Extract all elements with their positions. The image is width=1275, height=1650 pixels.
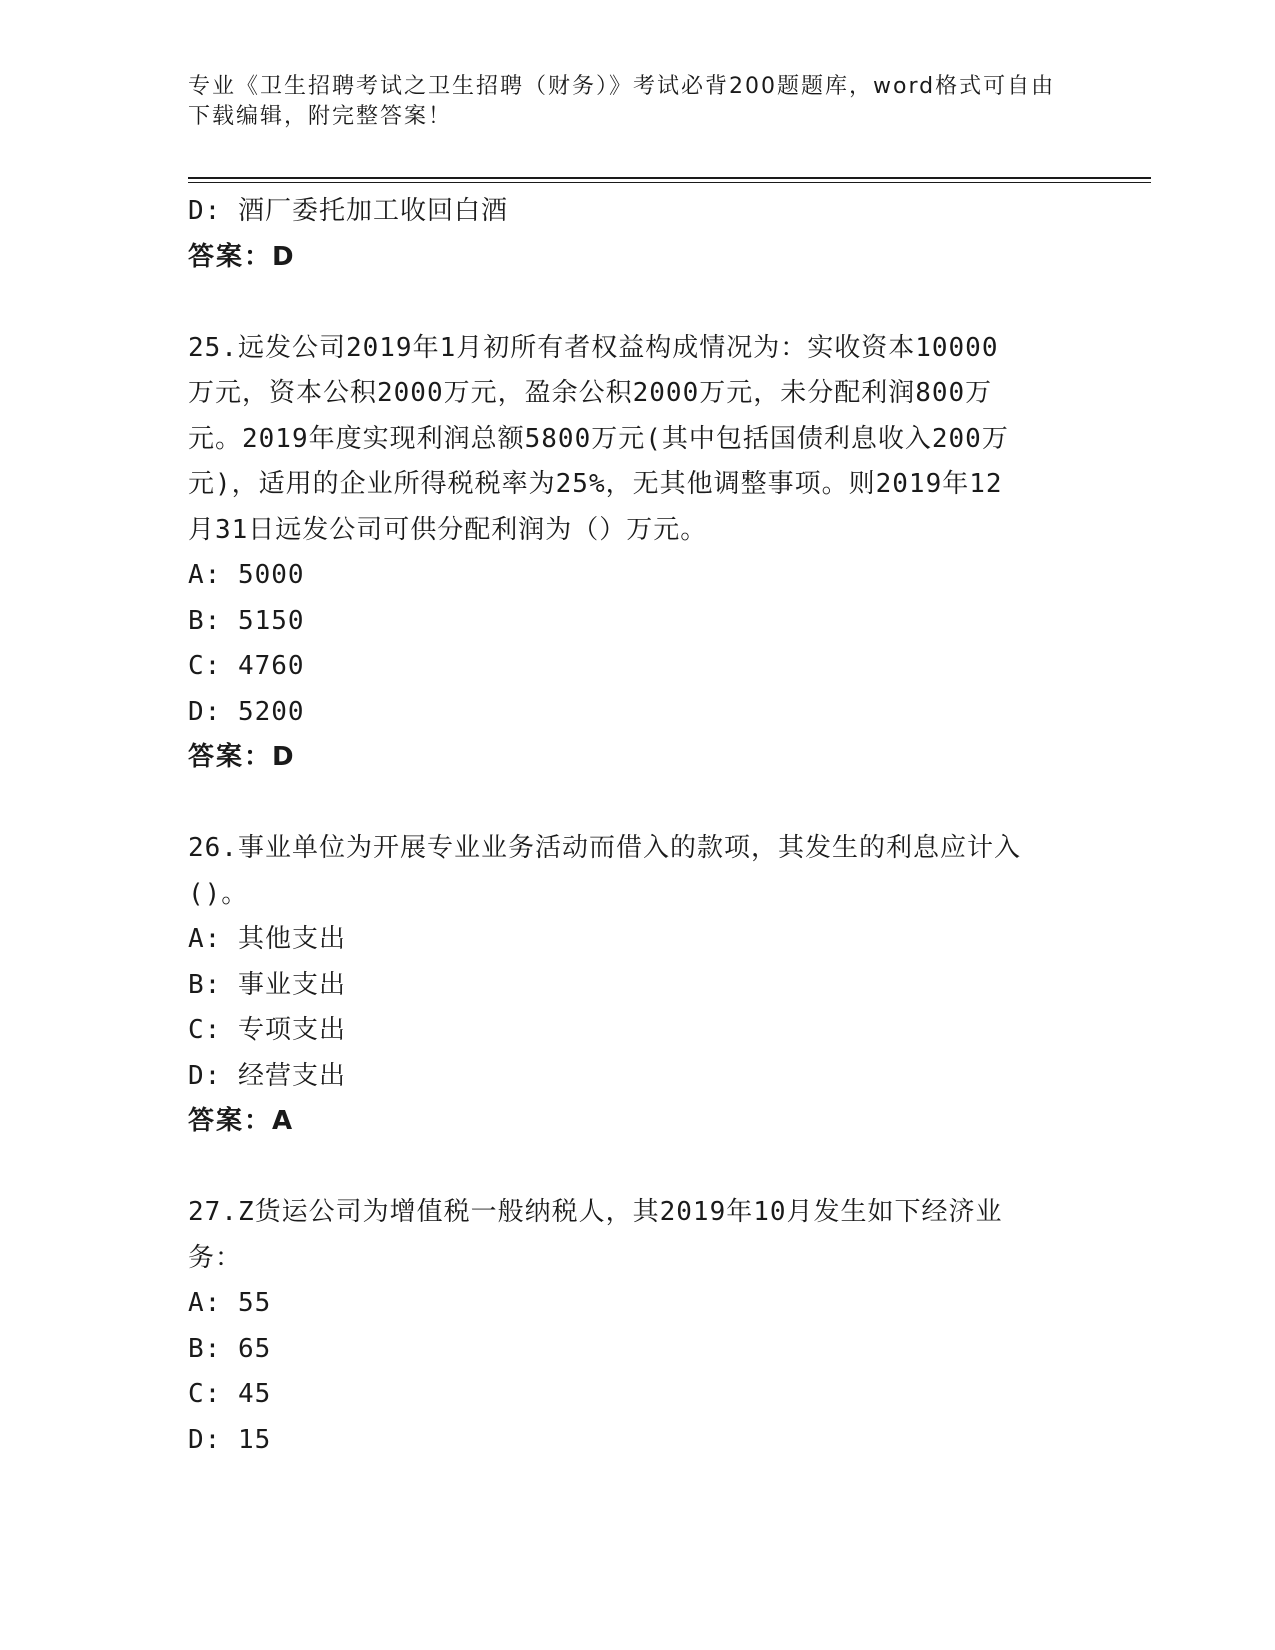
answer-line: 答案：D	[188, 241, 296, 272]
header-divider-thick	[188, 177, 1151, 179]
option-c: C: 45	[188, 1379, 272, 1409]
option-d: D: 5200	[188, 696, 305, 727]
option-b: B: 65	[188, 1333, 272, 1364]
option-b: B: 事业支出	[188, 969, 346, 1000]
option-c: C: 专项支出	[188, 1015, 346, 1045]
question-text-line: 26.事业单位为开展专业业务活动而借入的款项，其发生的利息应计入	[188, 833, 1021, 863]
question-text-line: 月31日远发公司可供分配利润为（）万元。	[188, 514, 708, 545]
question-text-line: 元)，适用的企业所得税税率为25%，无其他调整事项。则2019年12	[188, 469, 1003, 499]
spacer	[188, 781, 1088, 827]
spacer	[188, 280, 1088, 326]
option-d: D: 酒厂委托加工收回白酒	[188, 196, 508, 226]
question-25	[188, 326, 1088, 781]
option-d: D: 15	[188, 1424, 272, 1455]
option-d: D: 经营支出	[188, 1060, 346, 1091]
question-text-line: 务：	[188, 1242, 243, 1273]
question-27	[188, 1190, 1088, 1463]
question-text-line: 27.Z货运公司为增值税一般纳税人，其2019年10月发生如下经济业	[188, 1197, 1003, 1227]
question-content	[188, 189, 1088, 1463]
option-a: A: 5000	[188, 560, 305, 590]
option-a: A: 其他支出	[188, 924, 346, 954]
header-divider-thin	[188, 182, 1151, 183]
spacer	[188, 1145, 1088, 1191]
document-header: 专业《卫生招聘考试之卫生招聘（财务）》考试必背200题题库，word格式可自由下载编辑，附完整答案！	[188, 74, 1056, 129]
answer-line: 答案：D	[188, 742, 296, 772]
question-text-line: ()。	[188, 878, 249, 909]
question-text-line: 万元，资本公积2000万元，盈余公积2000万元，未分配利润800万	[188, 378, 993, 408]
option-c: C: 4760	[188, 651, 305, 681]
option-a: A: 55	[188, 1288, 272, 1318]
answer-line: 答案：A	[188, 1106, 295, 1136]
question-26	[188, 826, 1088, 1145]
question-text-line: 25.远发公司2019年1月初所有者权益构成情况为：实收资本10000	[188, 332, 999, 363]
option-b: B: 5150	[188, 605, 305, 636]
question-text-line: 元。2019年度实现利润总额5800万元(其中包括国债利息收入200万	[188, 423, 1009, 454]
